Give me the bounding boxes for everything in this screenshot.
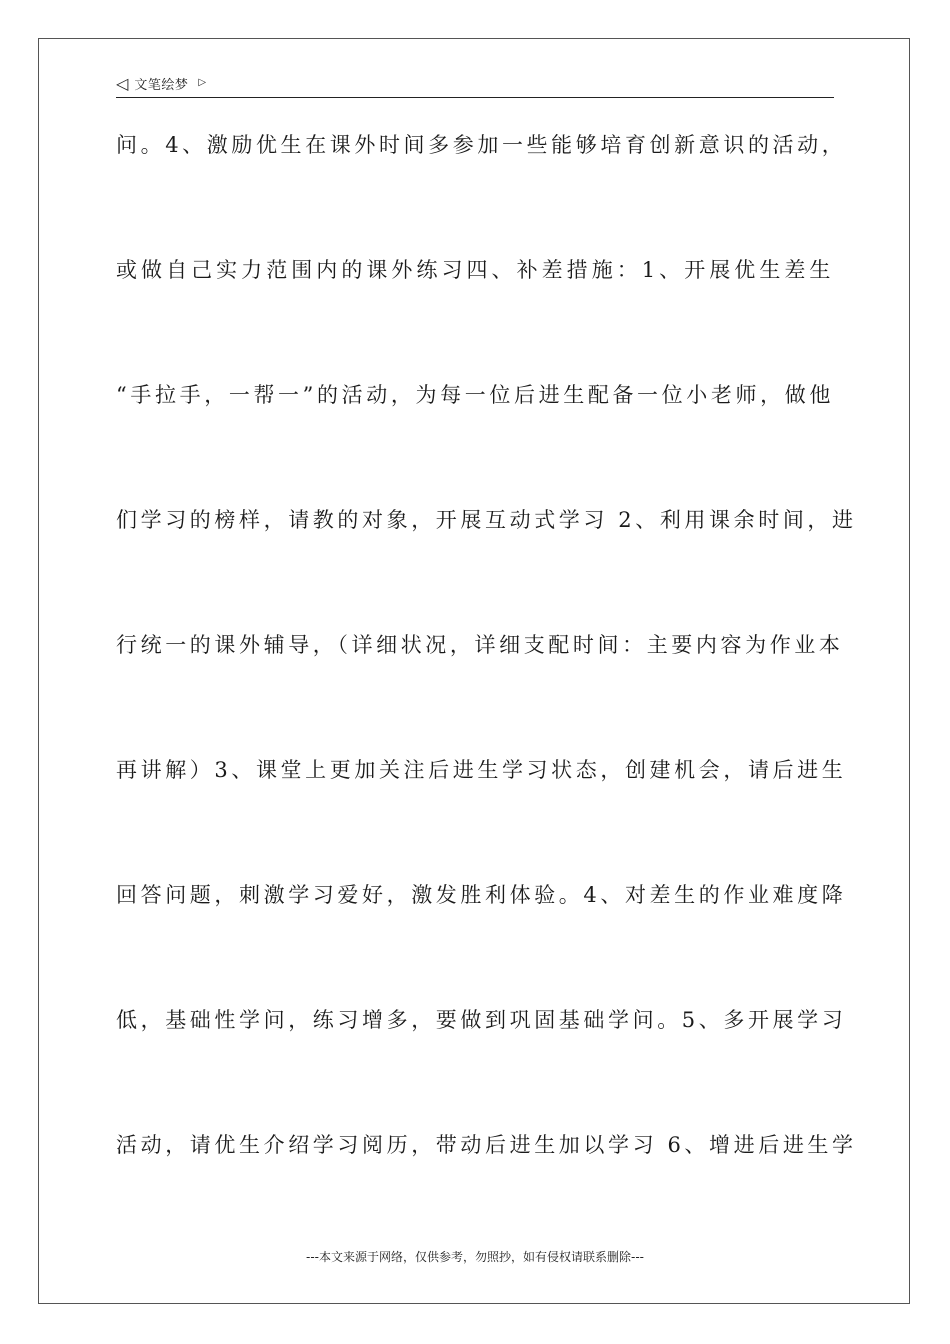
body-line: 行统一的课外辅导，（详细状况，详细支配时间：主要内容为作业本	[116, 633, 844, 657]
page-header	[116, 74, 834, 98]
body-line: 活动，请优生介绍学习阅历，带动后进生加以学习 6、增进后进生学	[116, 1133, 857, 1157]
body-line: “手拉手，一帮一”的活动，为每一位后进生配备一位小老师，做他	[116, 383, 834, 407]
left-triangle-outline-icon: ◁	[116, 73, 129, 93]
header-brand: 文笔绘梦	[134, 78, 189, 93]
body-line: 问。4、激励优生在课外时间多参加一些能够培育创新意识的活动，	[116, 133, 847, 157]
body-line: 再讲解）3、课堂上更加关注后进生学习状态，创建机会，请后进生	[116, 758, 847, 782]
right-triangle-outline-icon: ▷	[198, 76, 207, 88]
document-body	[116, 129, 857, 1254]
body-line: 或做自己实力范围内的课外练习四、补差措施：1、开展优生差生	[116, 258, 834, 282]
body-line: 低，基础性学问，练习增多，要做到巩固基础学问。5、多开展学习	[116, 1008, 847, 1032]
body-line: 们学习的榜样，请教的对象，开展互动式学习 2、利用课余时间，进	[116, 508, 857, 532]
body-line: 回答问题，刺激学习爱好，激发胜利体验。4、对差生的作业难度降	[116, 883, 847, 907]
footer-notice: ---本文来源于网络，仅供参考，勿照抄，如有侵权请联系删除---	[306, 1250, 644, 1264]
